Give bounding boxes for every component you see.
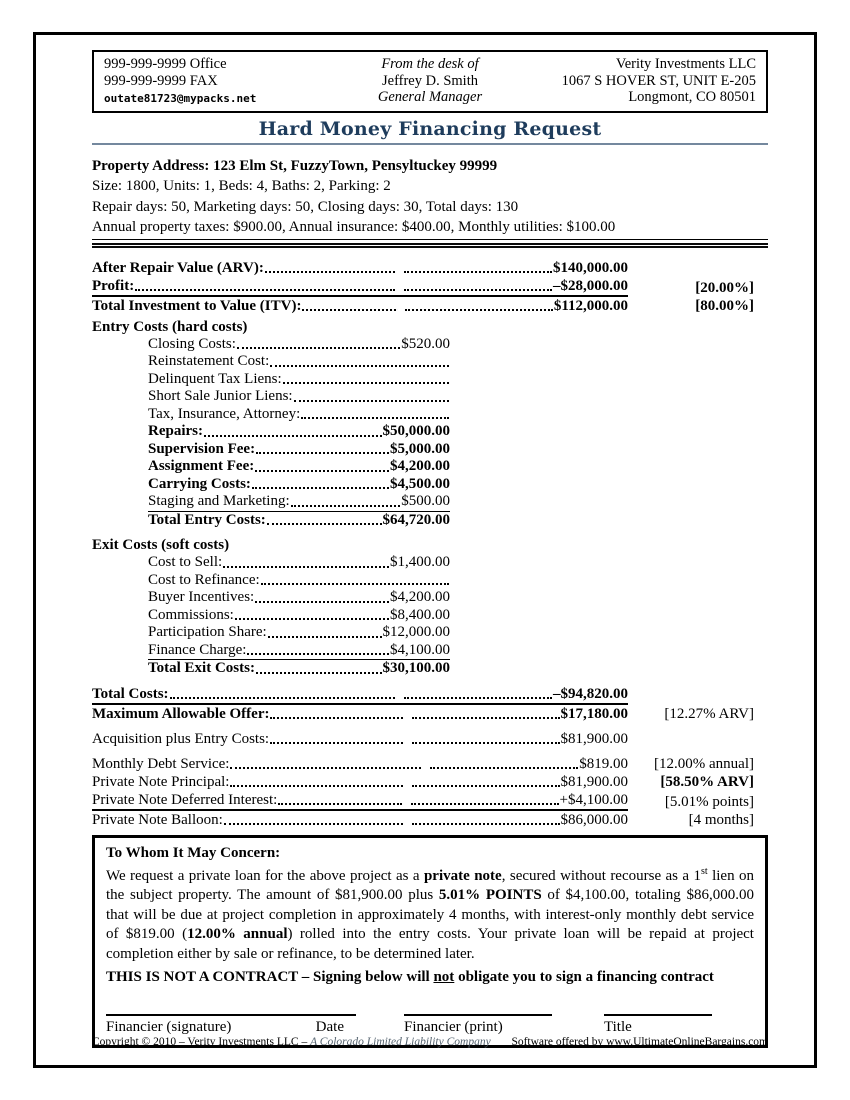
text-segment: lien on the subject property. The amount of $81,900.00 plus: [106, 867, 754, 903]
cost-row: [148, 458, 450, 476]
dotted-leader: [412, 785, 560, 787]
financier-signature-label: Financier (signature): [106, 1019, 232, 1035]
row-value: –$28,000.00: [553, 277, 628, 294]
letterhead-company: [521, 56, 756, 108]
cost-row: [148, 512, 450, 530]
cost-row: [148, 336, 450, 354]
ledger-row: [92, 730, 768, 748]
row-label: Delinquent Tax Liens:: [148, 370, 282, 387]
dotted-leader: [283, 382, 449, 384]
property-expenses-line: Annual property taxes: $900.00, Annual insurance: $400.00, Monthly utilities: $100.00: [92, 219, 616, 235]
from-desk-label: From the desk of: [381, 56, 479, 72]
dotted-leader: [230, 767, 421, 769]
dotted-leader: [224, 823, 403, 825]
row-label: Cost to Sell:: [148, 554, 223, 570]
ledger-row-main: [92, 685, 628, 705]
text-segment: Copyright © 2010 – Verity Investments LLC –: [92, 1036, 311, 1048]
dotted-leader: [265, 271, 395, 273]
section-divider-rule: [92, 243, 768, 248]
row-value: $5,000.00: [390, 440, 450, 457]
row-value: $112,000.00: [553, 297, 628, 314]
row-value: $4,200.00: [390, 589, 450, 605]
dotted-leader: [230, 785, 402, 787]
text-segment: A Colorado Limited Liability Company: [310, 1036, 491, 1048]
row-label: Cost to Refinance:: [148, 571, 260, 588]
title-label: Title: [604, 1019, 632, 1035]
row-label: Private Note Balloon:: [92, 811, 223, 828]
document-title: Hard Money Financing Request: [258, 117, 602, 140]
page-frame: [33, 32, 817, 1068]
dotted-leader: [430, 767, 578, 769]
financier-print-label: Financier (print): [404, 1019, 503, 1035]
dotted-leader: [223, 566, 389, 568]
dotted-leader: [261, 583, 449, 585]
ledger-row: [92, 259, 768, 277]
dotted-leader: [302, 309, 395, 311]
row-label: Reinstatement Cost:: [148, 353, 270, 369]
dotted-leader: [256, 672, 382, 674]
row-value: $4,200.00: [390, 458, 450, 474]
dotted-leader: [294, 400, 449, 402]
ledger-row-main: [92, 773, 628, 791]
row-value: $30,100.00: [382, 660, 450, 676]
company-name: Verity Investments LLC: [615, 56, 756, 72]
ledger-row-main: [92, 277, 628, 297]
ledger-row-main: [92, 259, 628, 277]
row-value: $8,400.00: [390, 606, 450, 623]
ledger-row: [92, 811, 768, 829]
row-value: $50,000.00: [382, 423, 450, 439]
dotted-leader: [268, 636, 382, 638]
text-segment: 12.00% annual: [187, 926, 288, 942]
cost-row: [148, 493, 450, 512]
row-note: [12.27% ARV]: [664, 705, 754, 722]
row-value: $4,100.00: [390, 641, 450, 658]
property-address-line: Property Address: 123 Elm St, FuzzyTown, Pensyltuckey 99999: [92, 157, 498, 174]
fax-phone: 999-999-9999 FAX: [104, 72, 218, 89]
dotted-leader: [404, 697, 552, 699]
concern-paragraph: [106, 867, 754, 965]
manager-role: General Manager: [377, 89, 483, 105]
row-label: Acquisition plus Entry Costs:: [92, 730, 270, 747]
row-value: $520.00: [401, 335, 450, 352]
row-label: Assignment Fee:: [148, 458, 255, 474]
row-note: [12.00% annual]: [654, 755, 754, 772]
cost-row: [148, 554, 450, 572]
text-segment: not: [433, 969, 455, 985]
ledger-row-main: [92, 755, 628, 773]
dotted-leader: [235, 618, 389, 620]
row-value: $81,900.00: [560, 730, 628, 747]
row-value: $64,720.00: [382, 511, 450, 528]
copyright-text: [92, 1035, 491, 1049]
dotted-leader: [270, 365, 449, 367]
email-address: outate81723@mypacks.net: [104, 92, 257, 105]
row-note: [80.00%]: [695, 297, 754, 314]
dotted-leader: [256, 452, 389, 454]
row-note: [58.50% ARV]: [660, 773, 754, 790]
ledger-row: [92, 685, 768, 705]
entry-costs-heading: Entry Costs (hard costs): [92, 318, 248, 335]
row-label: Short Sale Junior Liens:: [148, 388, 293, 404]
ledger-row: [92, 791, 768, 811]
exit-costs-heading: Exit Costs (soft costs): [92, 537, 230, 553]
text-segment: obligate you to sign a financing contract: [454, 969, 714, 985]
concern-box: [92, 835, 768, 1049]
cost-row: [148, 423, 450, 441]
row-value: $81,900.00: [560, 773, 628, 790]
row-value: $819.00: [579, 755, 628, 772]
signature-date-block: [106, 1014, 356, 1037]
signature-line: [404, 1014, 552, 1016]
dotted-leader: [270, 717, 402, 719]
text-segment: 5.01% POINTS: [438, 887, 542, 903]
text-segment: private note: [423, 867, 502, 884]
row-value: $17,180.00: [560, 705, 628, 722]
dotted-leader: [135, 289, 395, 291]
row-value: $1,400.00: [390, 554, 450, 570]
totals-section: [92, 685, 768, 723]
ledger-row: [92, 705, 768, 723]
entry-costs-rows: [92, 336, 768, 530]
valuation-section: [92, 259, 768, 315]
dotted-leader: [252, 487, 389, 489]
ledger-row-main: [92, 791, 628, 811]
text-segment: st: [701, 865, 708, 877]
dotted-leader: [255, 601, 389, 603]
row-label: Maximum Allowable Offer:: [92, 705, 270, 722]
text-segment: , secured without recourse as a 1: [501, 867, 701, 884]
row-note: [5.01% points]: [664, 793, 754, 810]
cost-row: [148, 589, 450, 607]
property-details-line: Size: 1800, Units: 1, Beds: 4, Baths: 2, Parking: 2: [92, 178, 391, 194]
row-label: Closing Costs:: [148, 335, 236, 352]
dotted-leader: [278, 803, 401, 805]
row-value: $500.00: [401, 493, 450, 509]
letterhead-desk: [339, 56, 521, 108]
row-label: After Repair Value (ARV):: [92, 259, 264, 276]
dotted-leader: [404, 289, 552, 291]
row-label: Tax, Insurance, Attorney:: [148, 405, 301, 422]
text-segment: ) rolled into the entry costs. Your private loan will be repaid at project completion either by sale or refinance, to be determined later.: [106, 926, 754, 962]
cost-row: [148, 441, 450, 459]
row-label: Staging and Marketing:: [148, 493, 290, 509]
row-label: Total Entry Costs:: [148, 511, 266, 528]
row-note: [4 months]: [688, 811, 754, 828]
row-value: $140,000.00: [553, 259, 628, 276]
row-label: Private Note Principal:: [92, 773, 230, 790]
dotted-leader: [270, 742, 402, 744]
dotted-leader: [237, 347, 400, 349]
row-label: Total Costs:: [92, 685, 169, 702]
letterhead-box: [92, 50, 768, 113]
signature-line: [604, 1014, 712, 1016]
exit-costs-rows: [92, 554, 768, 678]
page-footer: [92, 1035, 768, 1049]
row-label: Repairs:: [148, 423, 203, 439]
dotted-leader: [204, 435, 382, 437]
concern-heading: To Whom It May Concern:: [106, 844, 281, 861]
row-value: $12,000.00: [382, 624, 450, 640]
date-label: Date: [315, 1019, 344, 1035]
dotted-leader: [170, 697, 395, 699]
ledger-row-main: [92, 705, 628, 723]
ledger-row-main: [92, 297, 628, 315]
row-label: Profit:: [92, 277, 135, 294]
property-days-line: Repair days: 50, Marketing days: 50, Closing days: 30, Total days: 130: [92, 198, 519, 215]
row-label: Total Investment to Value (ITV):: [92, 297, 302, 314]
row-label: Monthly Debt Service:: [92, 755, 230, 772]
acquisition-section: [92, 730, 768, 748]
private-note-section: [92, 755, 768, 829]
cost-row: [148, 353, 450, 371]
dotted-leader: [411, 803, 559, 805]
cost-row: [148, 406, 450, 424]
row-value: +$4,100.00: [559, 791, 628, 808]
manager-name: Jeffrey D. Smith: [382, 72, 478, 89]
dotted-leader: [247, 653, 389, 655]
text-segment: THIS IS NOT A CONTRACT – Signing below will: [106, 969, 434, 985]
row-label: Commissions:: [148, 606, 234, 623]
cost-row: [148, 607, 450, 625]
row-label: Total Exit Costs:: [148, 660, 255, 676]
financier-print-block: [404, 1014, 552, 1037]
dotted-leader: [412, 717, 560, 719]
dotted-leader: [412, 742, 560, 744]
row-label: Finance Charge:: [148, 641, 247, 658]
dotted-leader: [412, 823, 560, 825]
company-address-line1: 1067 S HOVER ST, UNIT E-205: [561, 72, 756, 89]
text-segment: We request a private loan for the above project as a: [106, 867, 424, 884]
ledger-row-main: [92, 730, 628, 748]
dotted-leader: [255, 470, 389, 472]
dotted-leader: [267, 523, 382, 525]
cost-row: [148, 660, 450, 678]
title-block: [604, 1014, 712, 1037]
dotted-leader: [404, 271, 552, 273]
row-label: Buyer Incentives:: [148, 589, 255, 605]
cost-row: [148, 476, 450, 494]
cost-row: [148, 624, 450, 642]
concern-disclaimer: [106, 968, 754, 987]
signature-line: [106, 1014, 356, 1016]
title-rule: [92, 143, 768, 145]
cost-row: [148, 642, 450, 661]
row-label: Participation Share:: [148, 624, 267, 640]
row-value: $86,000.00: [560, 811, 628, 828]
row-value: –$94,820.00: [553, 685, 628, 702]
row-label: Private Note Deferred Interest:: [92, 791, 278, 808]
cost-row: [148, 572, 450, 590]
row-label: Carrying Costs:: [148, 475, 251, 492]
ledger-row: [92, 297, 768, 315]
ledger-row: [92, 773, 768, 791]
ledger-row-main: [92, 811, 628, 829]
row-value: $4,500.00: [390, 475, 450, 492]
dotted-leader: [291, 505, 401, 507]
dotted-leader: [301, 417, 449, 419]
row-label: Supervision Fee:: [148, 440, 256, 457]
property-section: [92, 156, 768, 240]
page-content: [36, 35, 814, 1065]
text-segment: of $4,100.00, totaling $86,000.00 that will be due at project completion in approximately 4 months, with interest-only monthly debt service of $819.00 (: [106, 887, 754, 942]
cost-row: [148, 371, 450, 389]
office-phone: 999-999-9999 Office: [104, 56, 227, 72]
letterhead-contact: [104, 56, 339, 108]
dotted-leader: [405, 309, 553, 311]
ledger-row: [92, 277, 768, 297]
company-address-line2: Longmont, CO 80501: [628, 89, 756, 105]
cost-row: [148, 388, 450, 406]
software-credit: Software offered by www.UltimateOnlineBargains.com: [511, 1036, 768, 1048]
signature-row: [106, 1014, 754, 1037]
row-note: [20.00%]: [695, 279, 754, 296]
ledger-row: [92, 755, 768, 773]
